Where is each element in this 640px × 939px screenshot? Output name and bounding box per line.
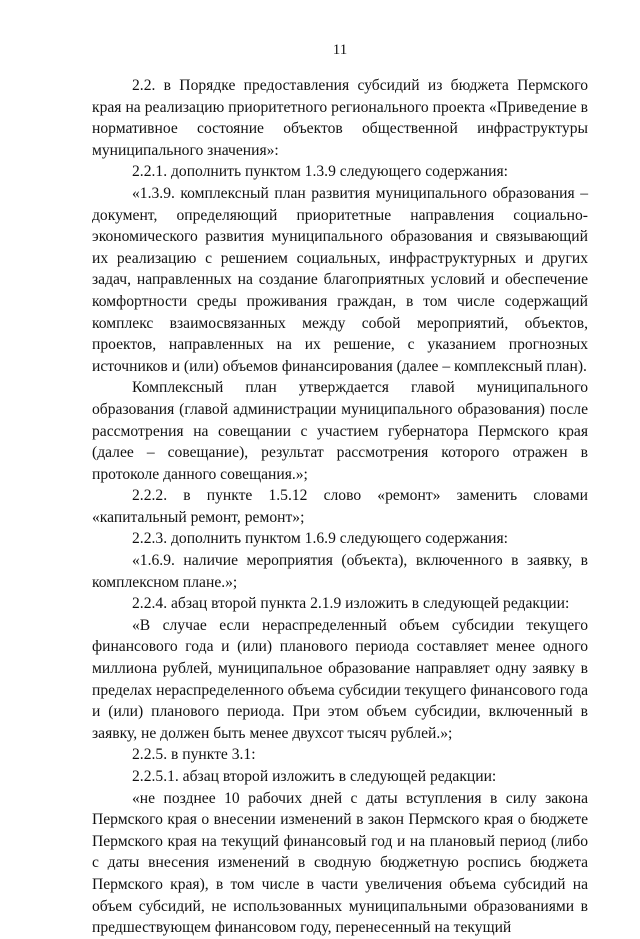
- paragraph-1-3-9: «1.3.9. комплексный план развития муниципального образования – документ, определяющий приоритетные направления социально-экономического развития муниципального образования и связывающий их реализацию с решением социальных, инфраструктурных и других задач, направленных на создание благоприятных условий и обеспечение комфортности среды проживания граждан, в том числе содержащий комплекс взаимосвязанных между собой мероприятий, объектов, проектов, направленных на их решение, с указанием прогнозных источников и (или) объемов финансирования (далее – комплексный план).: [92, 184, 588, 375]
- paragraph-2-2-5-1: 2.2.5.1. абзац второй изложить в следующей редакции:: [132, 768, 497, 785]
- paragraph-2-2-1: 2.2.1. дополнить пунктом 1.3.9 следующего содержания:: [132, 163, 509, 181]
- paragraph-1-6-9: «1.6.9. наличие мероприятия (объекта), включенного в заявку, в комплексном плане.»;: [92, 552, 588, 591]
- page-number: 11: [332, 42, 348, 58]
- paragraph-2-2: 2.2. в Порядке предоставления субсидий из бюджета Пермского края на реализацию приоритетного регионального проекта «Приведение в нормативное состояние объектов общественной инфраструктуры муниципального значения»:: [92, 77, 588, 159]
- paragraph-complex-plan-approval: Комплексный план утверждается главой муниципального образования (главой администрации муниципального образования) после рассмотрения на совещании с участием губернатора Пермского края (далее – совещание), результат рассмотрения которого отражен в протоколе данного совещания.»;: [92, 379, 588, 483]
- paragraph-2-2-5: 2.2.5. в пункте 3.1:: [132, 746, 256, 764]
- paragraph-2-2-4: 2.2.4. абзац второй пункта 2.1.9 изложить в следующей редакции:: [132, 595, 570, 613]
- paragraph-2-2-3: 2.2.3. дополнить пунктом 1.6.9 следующего содержания:: [132, 530, 509, 548]
- paragraph-undistributed-subsidy: «В случае если нераспределенный объем субсидии текущего финансового года и (или) планового периода составляет менее одного миллиона рублей, муниципальное образование направляет одну заявку в пределах нераспределенного объема субсидии текущего финансового года и (или) планового периода. При этом объем субсидии, включенный в заявку, не должен быть менее двухсот тысяч рублей.»;: [92, 616, 588, 742]
- paragraph-2-2-2: 2.2.2. в пункте 1.5.12 слово «ремонт» заменить словами «капитальный ремонт, ремонт»;: [92, 487, 588, 526]
- paragraph-deadline: «не позднее 10 рабочих дней с даты вступления в силу закона Пермского края о внесении изменений в закон Пермского края о бюджете Пермского края на текущий финансовый год и на плановый период (либо с даты внесения изменений в сводную бюджетную роспись бюджета Пермского края), в том числе в части увеличения объема субсидий на объем субсидий, не использованных муниципальными образованиями в предшествующем финансовом году, перенесенный на текущий: [92, 789, 588, 937]
